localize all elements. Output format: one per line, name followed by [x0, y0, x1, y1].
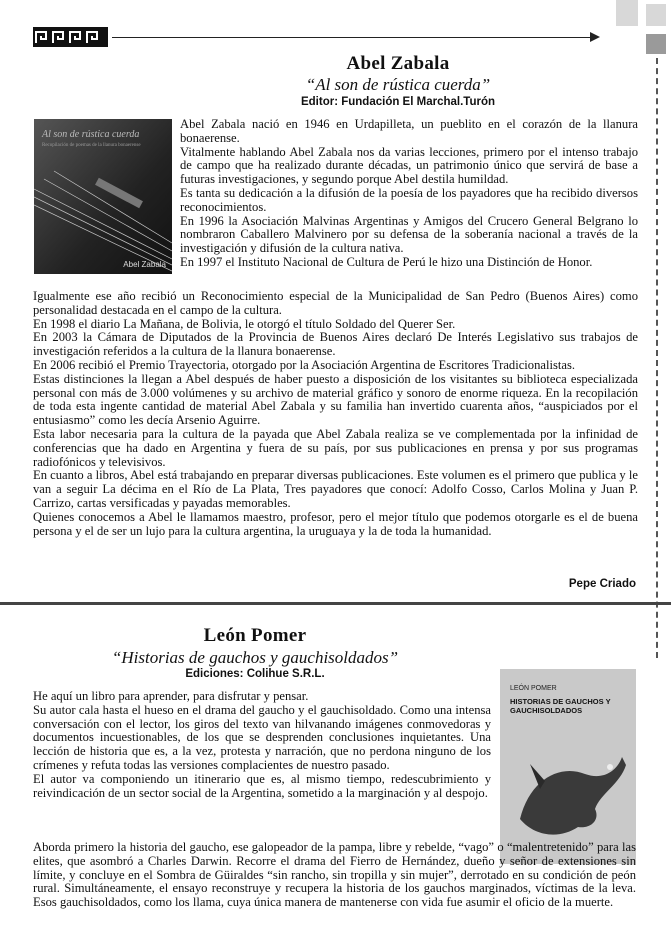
review-author-title: León Pomer [203, 625, 307, 646]
paragraph: Abel Zabala nació en 1946 en Urdapilleta, un pueblito en el corazón de la llanura bonaerense. [180, 117, 638, 145]
paragraph: Aborda primero la historia del gaucho, ese galopeador de la pampa, libre y rebelde, “vago” o “malentretenido” para las elites, que asombró a Charles Darwin. Recorre el drama del Fierro de Hernández, dueño y señor de extensiones sin límite, y concluye en el Sombra de Güiraldes “sin rancho, sin tropilla y sin mujer”, derrotado en su condición de peón rural. Simultáneamente, el ensayo reconstruye y recupera la historia de los gauchos marginados, víctimas de la leva. Esos gauchisoldados, como los llama, cuya única manera de mantenerse con vida fue asumir el oficio de la muerte. [33, 840, 636, 910]
paragraph: Vitalmente hablando Abel Zabala nos da varias lecciones, primero por el intenso trabajo de campo que ha realizado durante décadas, un patrimonio único que servirá de base a futuras investigaciones, y segundo porque Abel destila humildad. [180, 144, 638, 187]
cover-author: Abel Zabala [123, 260, 166, 269]
paragraph: En 1996 la Asociación Malvinas Argentinas y Amigos del Crucero General Belgrano lo nombraron Caballero Malvinero por su defensa de la soberanía nacional a través de la investigación y difusión de la cultura nativa. [180, 213, 638, 256]
review-publisher: Ediciones: Colihue S.R.L. [185, 668, 325, 680]
margin-dashed-line [656, 58, 658, 658]
review-book-title: “Historias de gauchos y gauchisoldados” [111, 648, 399, 667]
book-cover-image [34, 119, 172, 274]
review-body-wrapped [180, 118, 638, 270]
review-author-title: Abel Zabala [346, 53, 450, 74]
paragraph: Su autor cala hasta el hueso en el drama del gaucho y el gauchisoldado. Como una intensa conversación con el lector, los giros del texto van hilvanando imágenes conmovedoras y documentos incuestionables, de los que se desprenden conclusiones inquietantes. Una lección de historia que es, a la vez, protesta y narración, que no perdona ninguno de los crímenes y refuta todas las versiones complacientes de nuestro pasado. [33, 702, 491, 772]
corner-square-light [646, 4, 666, 26]
paragraph: En cuanto a libros, Abel está trabajando en preparar diversas publicaciones. Este volumen es el primero que publica y le van a seguir La décima en el Río de La Plata, Tres payadores que conocí: Adolfo Cosso, Carlos Molina y Juan P. Carrizo, cartas versificadas y payadas memorables. [33, 468, 638, 510]
paragraph: Quienes conocemos a Abel le llamamos maestro, profesor, pero el mejor título que podemos otorgarle es el de buena persona y el de ser un lujo para la cultura argentina, la uruguaya y la de toda la humanidad. [33, 509, 638, 538]
paragraph: He aquí un libro para aprender, para disfrutar y pensar. [33, 689, 309, 703]
cover-author: LEÓN POMER [510, 685, 557, 692]
greek-key-icon [33, 27, 108, 47]
review-book-title: “Al son de rústica cuerda” [305, 75, 491, 94]
book-cover-image [500, 669, 636, 864]
corner-square-light [616, 0, 638, 26]
section-divider [0, 602, 671, 605]
corner-square-dark [646, 34, 666, 54]
cover-title: HISTORIAS DE GAUCHOS Y GAUCHISOLDADOS [510, 697, 611, 715]
review-signature: Pepe Criado [568, 578, 636, 590]
paragraph: En 2003 la Cámara de Diputados de la Provincia de Buenos Aires declaró De Interés Legislativo sus trabajos de investigación referidos a la cultura de la llanura bonaerense. [33, 330, 638, 359]
review-body-full [33, 841, 636, 910]
review-publisher: Editor: Fundación El Marchal.Turón [300, 96, 495, 108]
paragraph: Es tanta su dedicación a la difusión de la poesía de los payadores que ha recibido diversos reconocimientos. [180, 185, 638, 214]
paragraph: Igualmente ese año recibió un Reconocimiento especial de la Municipalidad de San Pedro (Buenos Aires) como personalidad destacada en el campo de la cultura. [33, 289, 638, 317]
gaucho-illustration [500, 669, 636, 864]
paragraph: El autor va componiendo un itinerario que es, al mismo tiempo, redescubrimiento y reivindicación de un sector social de la Argentina, sometido a la marginación y al despojo. [33, 771, 491, 800]
cover-subtitle: Recopilación de poemas de la llanura bonaerense [42, 143, 141, 148]
review-body-wrapped [33, 690, 491, 800]
paragraph: Esta labor necesaria para la cultura de la payada que Abel Zabala realiza se ve complementada por la infinidad de conferencias que ha dado en Argentina y fuera de su país, por sus publicaciones en prensa y por sus programas radiofónicos y televisivos. [33, 426, 638, 469]
cover-title: Al son de rústica cuerda [42, 129, 140, 140]
paragraph: En 1997 el Instituto Nacional de Cultura de Perú le hizo una Distinción de Honor. [180, 254, 593, 269]
paragraph: Estas distinciones la llegan a Abel después de haber puesto a disposición de los visitantes su biblioteca especializada personal con más de 3.000 volúmenes y su archivo de material gráfico y sonoro de enorme riqueza. En la recopilación de toda esta ingente cantidad de material Abel Zabala y su familia han invertido cuarenta años, “auspiciados por el entusiasmo” como les decía Arsenio Aguirre. [33, 371, 638, 428]
header-rule [112, 37, 598, 38]
review-body-full [33, 290, 638, 538]
arrow-right-icon [590, 32, 600, 42]
paragraph: En 2006 recibió el Premio Trayectoria, otorgado por la Asociación Argentina de Escritores Tradicionalistas. [33, 357, 576, 372]
paragraph: En 1998 el diario La Mañana, de Bolivia, le otorgó el título Soldado del Querer Ser. [33, 316, 456, 331]
